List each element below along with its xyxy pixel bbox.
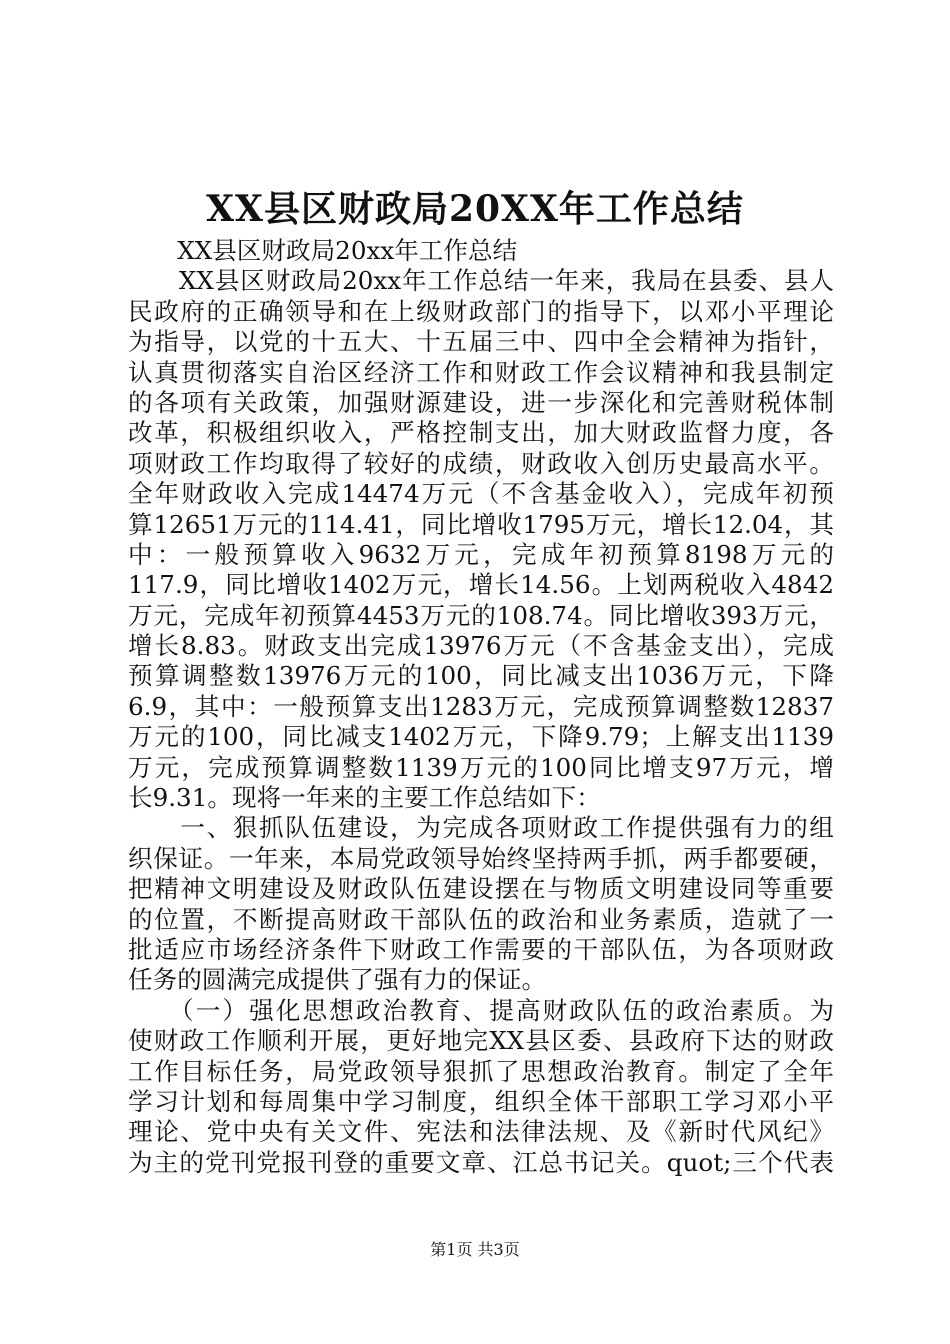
text-line: 6.9，其中：一般预算支出1283万元，完成预算调整数12837 bbox=[128, 691, 834, 721]
text-line: 认真贯彻落实自治区经济工作和财政工作会议精神和我县制定 bbox=[128, 357, 834, 387]
page-footer: 第1页 共3页 bbox=[430, 1240, 520, 1259]
text-line: 增长8.83。财政支出完成13976万元（不含基金支出），完成 bbox=[128, 631, 834, 661]
text-line: 项财政工作均取得了较好的成绩，财政收入创历史最高水平。 bbox=[128, 448, 834, 478]
text-line: 改革，积极组织收入，严格控制支出，加大财政监督力度，各 bbox=[128, 418, 834, 448]
document-body bbox=[128, 236, 834, 1178]
text-line: 民政府的正确领导和在上级财政部门的指导下，以邓小平理论 bbox=[128, 296, 834, 326]
text-line: XX县区财政局20xx年工作总结一年来，我局在县委、县人 bbox=[128, 266, 834, 296]
text-line: 任务的圆满完成提供了强有力的保证。 bbox=[128, 965, 547, 995]
text-line: 全年财政收入完成14474万元（不含基金收入），完成年初预 bbox=[128, 479, 834, 509]
text-line: 的各项有关政策，加强财源建设，进一步深化和完善财税体制 bbox=[128, 387, 834, 417]
text-line: 为指导，以党的十五大、十五届三中、四中全会精神为指针， bbox=[128, 327, 834, 357]
text-line: 为主的党刊党报刊登的重要文章、江总书记关。quot;三个代表 bbox=[128, 1147, 834, 1177]
text-line: 理论、党中央有关文件、宪法和法律法规、及《新时代风纪》 bbox=[128, 1117, 834, 1147]
text-line: 万元的100，同比减支1402万元，下降9.79；上解支出1139 bbox=[128, 722, 834, 752]
text-line: 织保证。一年来，本局党政领导始终坚持两手抓，两手都要硬， bbox=[128, 843, 834, 873]
text-line: （一）强化思想政治教育、提高财政队伍的政治素质。为 bbox=[128, 995, 834, 1025]
text-line: XX县区财政局20xx年工作总结 bbox=[128, 236, 518, 265]
text-line: 使财政工作顺利开展，更好地完XX县区委、县政府下达的财政 bbox=[128, 1026, 834, 1056]
text-line: 长9.31。现将一年来的主要工作总结如下： bbox=[128, 783, 601, 813]
text-line: 中：一般预算收入9632万元，完成年初预算8198万元的 bbox=[128, 539, 834, 569]
text-line: 预算调整数13976万元的100，同比减支出1036万元，下降 bbox=[128, 661, 834, 691]
text-line: 把精神文明建设及财政队伍建设摆在与物质文明建设同等重要 bbox=[128, 874, 834, 904]
text-line: 批适应市场经济条件下财政工作需要的干部队伍，为各项财政 bbox=[128, 934, 834, 964]
text-line: 学习计划和每周集中学习制度，组织全体干部职工学习邓小平 bbox=[128, 1086, 834, 1116]
text-line: 万元，完成预算调整数1139万元的100同比增支97万元，增 bbox=[128, 752, 834, 782]
text-line: 万元，完成年初预算4453万元的108.74。同比增收393万元， bbox=[128, 600, 834, 630]
text-line: 的位置，不断提高财政干部队伍的政治和业务素质，造就了一 bbox=[128, 904, 834, 934]
text-line: 工作目标任务，局党政领导狠抓了思想政治教育。制定了全年 bbox=[128, 1056, 834, 1086]
document-title: XX县区财政局20XX年工作总结 bbox=[206, 188, 744, 230]
text-line: 算12651万元的114.41，同比增收1795万元，增长12.04，其 bbox=[128, 509, 834, 539]
text-line: 117.9，同比增收1402万元，增长14.56。上划两税收入4842 bbox=[128, 570, 834, 600]
text-line: 一、狠抓队伍建设，为完成各项财政工作提供强有力的组 bbox=[128, 813, 834, 843]
